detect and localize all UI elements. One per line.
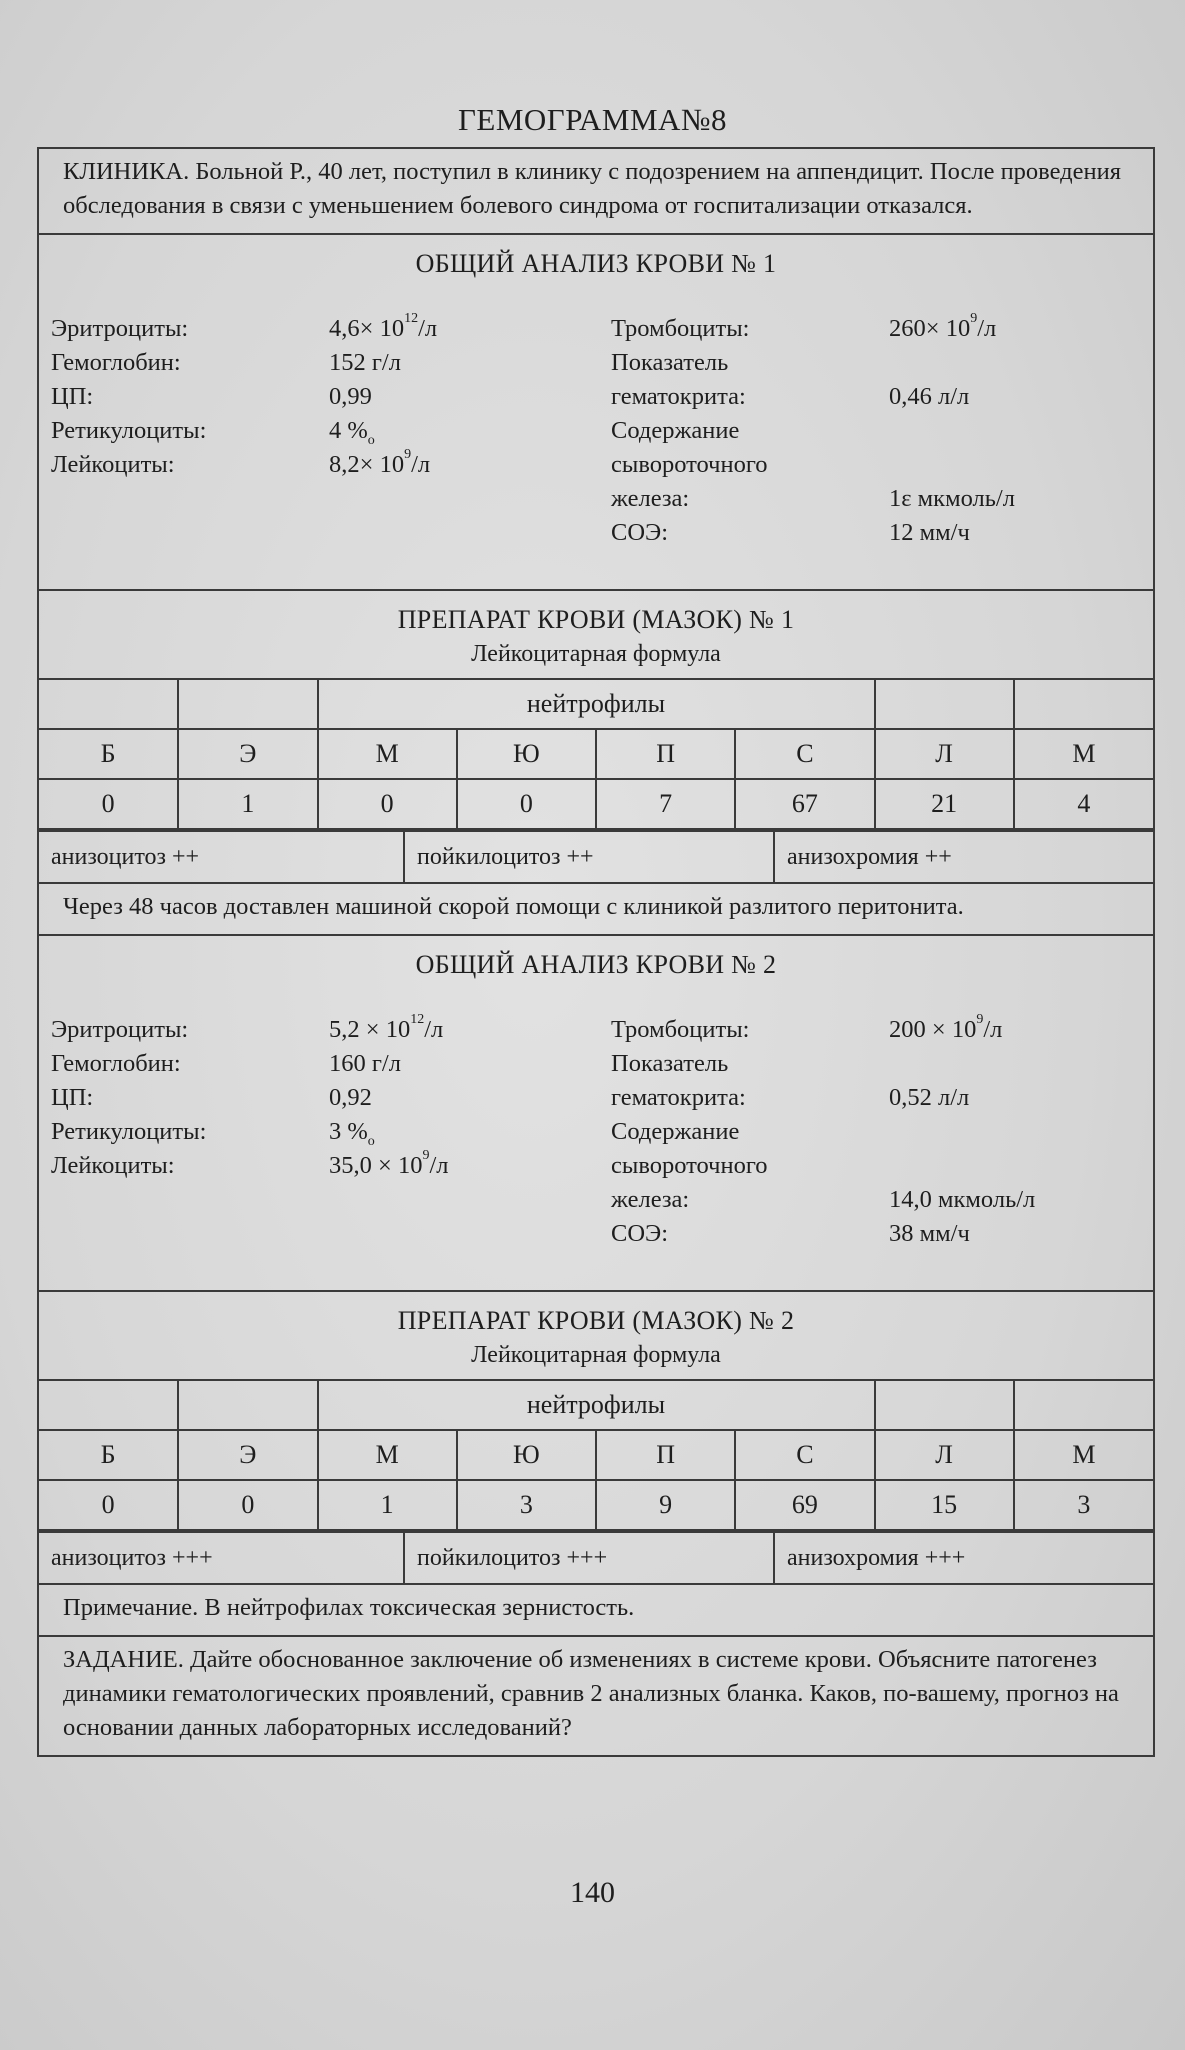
lab-value: 0,92 bbox=[329, 1084, 372, 1111]
lab-value: 0,52 л/л bbox=[889, 1084, 970, 1111]
leukocyte-formula-table-2 bbox=[39, 1379, 1153, 1531]
smear-1-subtitle: Лейкоцитарная формула bbox=[471, 641, 721, 667]
smear-2-title: ПРЕПАРАТ КРОВИ (МАЗОК) № 2 bbox=[397, 1306, 795, 1335]
cell-type-header: М bbox=[1014, 1430, 1153, 1480]
cell-type-header: С bbox=[735, 729, 874, 779]
lab-label: Показатель bbox=[611, 349, 729, 376]
morphology-cell: пойкилоцитоз ++ bbox=[403, 832, 773, 882]
cell-count: 1 bbox=[178, 779, 317, 829]
analysis-1-title: ОБЩИЙ АНАЛИЗ КРОВИ № 1 bbox=[415, 249, 777, 278]
lab-label: гематокрита: bbox=[611, 1084, 746, 1111]
cell-count: 21 bbox=[875, 779, 1014, 829]
lab-label: Лейкоциты: bbox=[51, 1152, 175, 1179]
cell-count: 0 bbox=[178, 1480, 317, 1530]
blood-analysis-2 bbox=[39, 936, 1153, 1292]
lab-label: Гемоглобин: bbox=[51, 1050, 181, 1077]
neutrophils-header: нейтрофилы bbox=[318, 1380, 875, 1430]
lab-label: Содержание bbox=[611, 417, 740, 444]
note-text: Примечание. В нейтрофилах токсическая зернистость. bbox=[63, 1594, 635, 1621]
cell-type-header: Л bbox=[875, 1430, 1014, 1480]
morphology-cell: анизохромия ++ bbox=[773, 832, 1153, 882]
cell-type-header: Э bbox=[178, 729, 317, 779]
lab-value: 3 $\%_о$ bbox=[329, 1118, 375, 1149]
morphology-row-1 bbox=[39, 830, 1153, 882]
cell-count: 0 bbox=[39, 1480, 178, 1530]
lab-value: $200 \times 10^9/л$ bbox=[889, 1012, 1003, 1043]
smear-1-title: ПРЕПАРАТ КРОВИ (МАЗОК) № 1 bbox=[397, 605, 795, 634]
analysis-1-values bbox=[39, 279, 1153, 589]
morphology-row-2 bbox=[39, 1531, 1153, 1583]
cell-count: 3 bbox=[1014, 1480, 1153, 1530]
cell-count: 1 bbox=[318, 1480, 457, 1530]
hemogram-form bbox=[37, 147, 1155, 1757]
cell-count: 67 bbox=[735, 779, 874, 829]
cell-type-header: П bbox=[596, 729, 735, 779]
cell-type-header: Л bbox=[875, 729, 1014, 779]
morphology-cell: анизоцитоз +++ bbox=[51, 1545, 213, 1571]
empty-cell bbox=[875, 679, 1014, 729]
lab-value: 38 мм/ч bbox=[889, 1220, 970, 1247]
cell-count: 0 bbox=[39, 779, 178, 829]
cell-count: 15 bbox=[875, 1480, 1014, 1530]
cell-count: 0 bbox=[318, 779, 457, 829]
lab-label: ЦП: bbox=[51, 383, 94, 410]
followup-text: Через 48 часов доставлен машиной скорой помощи с клиникой разлитого перитонита. bbox=[63, 893, 964, 920]
lab-value: $260\times 10^9/л$ bbox=[889, 311, 997, 342]
cell-count: 69 bbox=[735, 1480, 874, 1530]
lab-value: 12 мм/ч bbox=[889, 519, 970, 546]
lab-label: Показатель bbox=[611, 1050, 729, 1077]
cell-type-header: Ю bbox=[457, 729, 596, 779]
lab-label: Гемоглобин: bbox=[51, 349, 181, 376]
lab-value: $35,0 \times 10^9/л$ bbox=[329, 1148, 449, 1179]
lab-value: $4,6\times 10^{12}/л$ bbox=[329, 311, 438, 342]
lab-value: $8,2\times 10^9/л$ bbox=[329, 447, 431, 478]
analysis-2-values bbox=[39, 980, 1153, 1290]
task-section bbox=[39, 1637, 1153, 1755]
leukocyte-formula-table-1 bbox=[39, 678, 1153, 830]
cell-count: 3 bbox=[457, 1480, 596, 1530]
cell-type-header: М bbox=[318, 729, 457, 779]
lab-value: 14,0 мкмоль/л bbox=[889, 1186, 1036, 1213]
lab-label: сывороточного bbox=[611, 451, 768, 478]
lab-label: Ретикулоциты: bbox=[51, 417, 207, 444]
empty-cell bbox=[178, 679, 317, 729]
lab-label: СОЭ: bbox=[611, 519, 669, 546]
neutrophils-header: нейтрофилы bbox=[318, 679, 875, 729]
smear-2-subtitle: Лейкоцитарная формула bbox=[471, 1342, 721, 1368]
lab-label: Содержание bbox=[611, 1118, 740, 1145]
morphology-cell: анизохромия +++ bbox=[773, 1533, 1153, 1583]
lab-value: 4 $\%_о$ bbox=[329, 417, 375, 448]
page-number: 140 bbox=[570, 1876, 615, 1909]
empty-cell bbox=[39, 1380, 178, 1430]
lab-value: 152 г/л bbox=[329, 349, 401, 376]
morphology-cell: анизоцитоз ++ bbox=[51, 844, 200, 870]
blood-analysis-1 bbox=[39, 235, 1153, 591]
cell-type-header: С bbox=[735, 1430, 874, 1480]
lab-label: Эритроциты: bbox=[51, 315, 189, 342]
page-title: ГЕМОГРАММА№8 bbox=[458, 102, 727, 137]
lab-label: гематокрита: bbox=[611, 383, 746, 410]
lab-value: 1ε мкмоль/л bbox=[889, 485, 1015, 512]
lab-label: железа: bbox=[611, 485, 690, 512]
lab-label: сывороточного bbox=[611, 1152, 768, 1179]
lab-value: 0,46 л/л bbox=[889, 383, 970, 410]
cell-type-header: Б bbox=[39, 729, 178, 779]
note-section bbox=[39, 1585, 1153, 1637]
lab-label: Эритроциты: bbox=[51, 1016, 189, 1043]
clinic-section bbox=[39, 149, 1153, 235]
cell-type-header: Э bbox=[178, 1430, 317, 1480]
cell-type-header: П bbox=[596, 1430, 735, 1480]
followup-section bbox=[39, 884, 1153, 936]
smear-1-section bbox=[39, 591, 1153, 884]
cell-count: 9 bbox=[596, 1480, 735, 1530]
lab-value: 160 г/л bbox=[329, 1050, 401, 1077]
lab-label: Ретикулоциты: bbox=[51, 1118, 207, 1145]
empty-cell bbox=[875, 1380, 1014, 1430]
lab-value: 0,99 bbox=[329, 383, 372, 410]
cell-count: 0 bbox=[457, 779, 596, 829]
cell-type-header: Б bbox=[39, 1430, 178, 1480]
lab-label: Тромбоциты: bbox=[611, 1016, 750, 1043]
lab-value: $5,2 \times 10^{12}/л$ bbox=[329, 1012, 444, 1043]
clinic-text: КЛИНИКА. Больной Р., 40 лет, поступил в клинику с подозрением на аппендицит. После проведения обследования в связи с уменьшением болевого синдрома от госпитализации отказался. bbox=[63, 158, 1121, 219]
cell-type-header: М bbox=[1014, 729, 1153, 779]
morphology-cell: пойкилоцитоз +++ bbox=[403, 1533, 773, 1583]
empty-cell bbox=[39, 679, 178, 729]
cell-type-header: Ю bbox=[457, 1430, 596, 1480]
lab-label: Тромбоциты: bbox=[611, 315, 750, 342]
analysis-2-title: ОБЩИЙ АНАЛИЗ КРОВИ № 2 bbox=[415, 950, 777, 979]
empty-cell bbox=[1014, 679, 1153, 729]
task-text: ЗАДАНИЕ. Дайте обоснованное заключение об изменениях в системе крови. Объясните патогенез динамики гематологических проявлений, сравнив 2 анализных бланка. Каков, по-вашему, прогноз на основании данных лабораторных исследований? bbox=[63, 1646, 1119, 1741]
empty-cell bbox=[178, 1380, 317, 1430]
empty-cell bbox=[1014, 1380, 1153, 1430]
cell-count: 4 bbox=[1014, 779, 1153, 829]
smear-2-section bbox=[39, 1292, 1153, 1585]
cell-count: 7 bbox=[596, 779, 735, 829]
lab-label: СОЭ: bbox=[611, 1220, 669, 1247]
cell-type-header: М bbox=[318, 1430, 457, 1480]
lab-label: железа: bbox=[611, 1186, 690, 1213]
lab-label: Лейкоциты: bbox=[51, 451, 175, 478]
lab-label: ЦП: bbox=[51, 1084, 94, 1111]
